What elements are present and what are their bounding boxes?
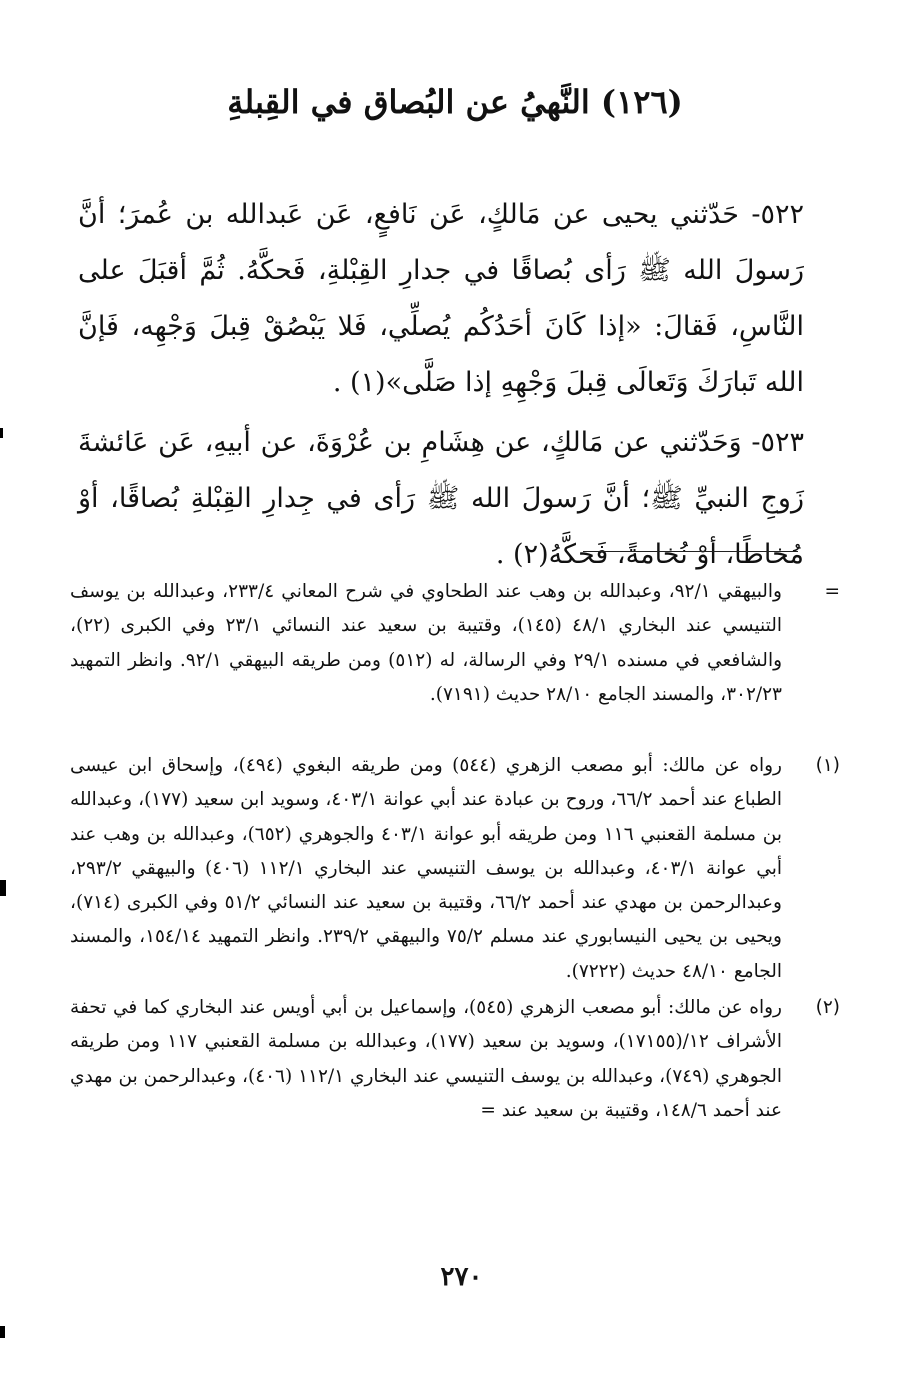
footnote-1-mark: (١)	[815, 755, 840, 776]
footnotes	[70, 575, 840, 1128]
scan-artifact	[0, 428, 3, 438]
footnote-separator	[583, 551, 798, 552]
footnote-1-text: رواه عن مالك: أبو مصعب الزهري (٥٤٤) ومن طريقه البغوي (٤٩٤)، وإسحاق ابن عيسى الطباع عند أحمد ٦٦/٢، وروح بن عبادة عند أبي عوانة ٤٠٣/١، وسويد ابن سعيد (١٧٧)، وعبدالله بن مسلمة القعنبي ١١٦ ومن طريقه أبو عوانة ٤٠٣/١ والجوهري (٦٥٢)، وعبدالله بن وهب عند أبي عوانة ٤٠٣/١، وعبدالله بن يوسف التنيسي عند البخاري ١١٢/١ (٤٠٦) والبيهقي ٢٩٣/٢، وعبدالرحمن بن مهدي عند أحمد ٦٦/٢، وقتيبة بن سعيد عند النسائي ٥١/٢ وفي الكبرى (٧١٤)، ويحيى بن يحيى النيسابوري عند مسلم ٧٥/٢ والبيهقي ٢٣٩/٢. وانظر التمهيد ١٥٤/١٤، والمسند الجامع ٤٨/١٠ حديث (٧٢٢٢).	[70, 755, 783, 982]
footnote-1	[70, 749, 840, 989]
page-number: ٢٧٠	[440, 1262, 483, 1292]
hadith-523: ٥٢٣- وَحَدّثني عن مَالكٍ، عن هِشَامِ بن عُرْوَةَ، عن أبيهِ، عَن عَائشةَ زَوجِ النبيِّ ﷺ؛ أنَّ رَسولَ الله ﷺ رَأى في جِدارِ القِبْلةِ بُصاقًا، أوْ مُخاطًا، أوْ نُخامةً، فَحكَّهُ(٢) .	[78, 427, 804, 570]
footnote-2	[70, 991, 840, 1128]
footnote-continuation-text: والبيهقي ٩٢/١، وعبدالله بن وهب عند الطحاوي في شرح المعاني ٢٣٣/٤، وعبدالله بن يوسف التنيسي عند البخاري ٤٨/١ (١٤٥)، وقتيبة بن سعيد عند النسائي ٢٣/١ وفي الكبرى (٢٢)، والشافعي في مسنده ٢٩/١ وفي الرسالة، له (٥١٢) ومن طريقه البيهقي ٩٢/١. وانظر التمهيد ٣٠٢/٢٣، والمسند الجامع ٢٨/١٠ حديث (٧١٩١).	[70, 581, 783, 705]
chapter-title: (١٢٦) النَّهيُ عن البُصاق في القِبلةِ	[227, 83, 683, 121]
footnote-2-text: رواه عن مالك: أبو مصعب الزهري (٥٤٥)، وإسماعيل بن أبي أويس عند البخاري كما في تحفة الأشراف ١٢/(١٧١٥٥)، وسويد بن سعيد (١٧٧)، وعبدالله بن مسلمة القعنبي ١١٧ ومن طريقه الجوهري (٧٤٩)، وعبدالله بن يوسف التنيسي عند البخاري ١١٢/١ (٤٠٦)، وعبدالرحمن بن مهدي عند أحمد ١٤٨/٦، وقتيبة بن سعيد عند =	[70, 997, 782, 1121]
scan-artifact	[0, 880, 6, 896]
hadith-522: ٥٢٢- حَدّثني يحيى عن مَالكٍ، عَن نَافعٍ، عَن عَبدالله بن عُمرَ؛ أنَّ رَسولَ الله ﷺ رَأى بُصاقًا في جدارِ القِبْلةِ، فَحكَّهُ. ثُمَّ أقبَلَ على النَّاسِ، فَقالَ: «إذا كَانَ أحَدُكُم يُصلِّي، فَلا يَبْصُقْ قِبلَ وَجْهِه، فَإنَّ الله تَبارَكَ وَتَعالَى قِبلَ وَجْهِهِ إذا صَلَّى»(١) .	[78, 199, 804, 398]
footnote-2-mark: (٢)	[815, 997, 840, 1019]
continuation-mark: =	[824, 581, 840, 602]
scan-artifact	[0, 1326, 5, 1338]
footnote-continuation	[70, 575, 840, 749]
